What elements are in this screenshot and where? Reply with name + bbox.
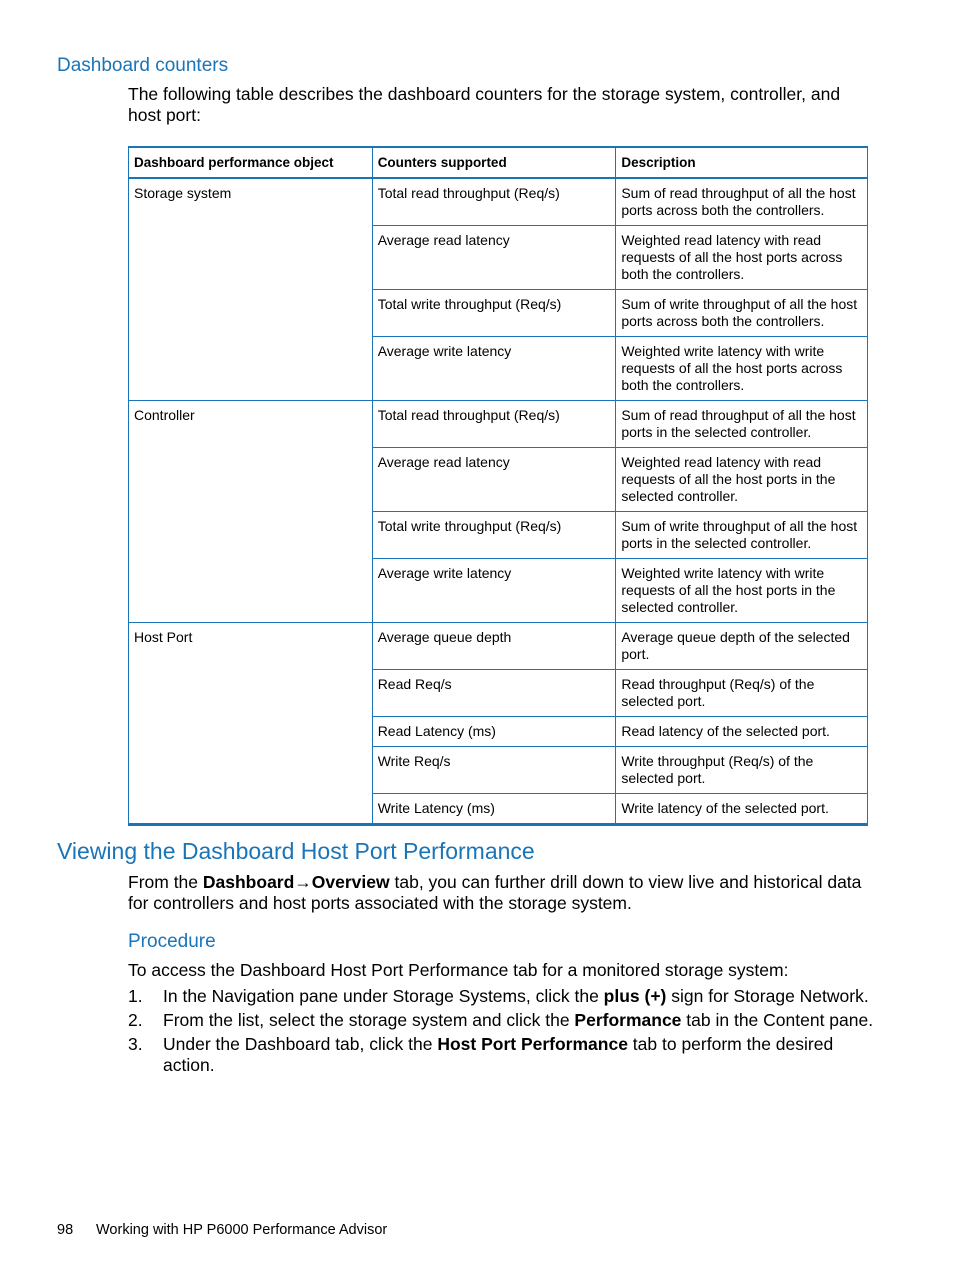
counter-cell: Average read latency <box>372 226 616 290</box>
description-cell: Weighted write latency with write requests of all the host ports in the selected controller. <box>616 559 868 623</box>
dashboard-counters-table <box>128 146 868 826</box>
header-description: Description <box>616 147 868 178</box>
bold-overview: Overview <box>311 872 390 892</box>
header-object: Dashboard performance object <box>129 147 373 178</box>
text-run: sign for Storage Network. <box>666 986 869 1006</box>
list-item <box>128 1034 888 1076</box>
counter-cell: Average write latency <box>372 559 616 623</box>
object-cell: Controller <box>129 401 373 623</box>
header-counters: Counters supported <box>372 147 616 178</box>
counter-cell: Total read throughput (Req/s) <box>372 401 616 448</box>
bold-term: Performance <box>574 1010 682 1030</box>
text-run: tab to perform the desired action. <box>163 1034 834 1075</box>
description-cell: Read throughput (Req/s) of the selected port. <box>616 670 868 717</box>
list-item <box>128 1010 888 1031</box>
section-heading-host-port-performance: Viewing the Dashboard Host Port Performance <box>57 838 535 864</box>
description-cell: Sum of read throughput of all the host ports across both the controllers. <box>616 178 868 226</box>
table-row <box>129 623 868 670</box>
procedure-heading: Procedure <box>128 931 216 952</box>
counter-cell: Read Req/s <box>372 670 616 717</box>
section-heading-dashboard-counters: Dashboard counters <box>57 55 229 76</box>
description-cell: Sum of read throughput of all the host ports in the selected controller. <box>616 401 868 448</box>
counter-cell: Write Latency (ms) <box>372 794 616 825</box>
description-cell: Weighted read latency with read requests of all the host ports across both the controllers. <box>616 226 868 290</box>
procedure-intro: To access the Dashboard Host Port Performance tab for a monitored storage system: <box>128 960 789 980</box>
counter-cell: Total read throughput (Req/s) <box>372 178 616 226</box>
text-run: From the list, select the storage system and click the <box>163 1010 575 1030</box>
intro-paragraph: The following table describes the dashboard counters for the storage system, controller, and host port: <box>128 84 841 125</box>
description-cell: Weighted write latency with write requests of all the host ports across both the controllers. <box>616 337 868 401</box>
text-run: From the <box>128 872 203 892</box>
bold-term: plus (+) <box>603 986 667 1006</box>
description-cell: Write latency of the selected port. <box>616 794 868 825</box>
step-number: 1. <box>128 986 143 1006</box>
object-cell: Storage system <box>129 178 373 401</box>
arrow-glyph: → <box>294 872 312 892</box>
counter-cell: Total write throughput (Req/s) <box>372 290 616 337</box>
description-cell: Write throughput (Req/s) of the selected port. <box>616 747 868 794</box>
counter-cell: Read Latency (ms) <box>372 717 616 747</box>
counter-cell: Total write throughput (Req/s) <box>372 512 616 559</box>
description-cell: Weighted read latency with read requests of all the host ports in the selected controller. <box>616 448 868 512</box>
text-run: In the Navigation pane under Storage Systems, click the <box>163 986 604 1006</box>
step-number: 3. <box>128 1034 143 1054</box>
table-row <box>129 178 868 226</box>
page-number: 98 <box>57 1222 74 1238</box>
step-number: 2. <box>128 1010 143 1030</box>
list-item <box>128 986 888 1007</box>
counter-cell: Average read latency <box>372 448 616 512</box>
object-cell: Host Port <box>129 623 373 825</box>
counter-cell: Write Req/s <box>372 747 616 794</box>
description-cell: Read latency of the selected port. <box>616 717 868 747</box>
table-row <box>129 401 868 448</box>
description-cell: Sum of write throughput of all the host ports in the selected controller. <box>616 512 868 559</box>
description-cell: Average queue depth of the selected port. <box>616 623 868 670</box>
text-run: tab in the Content pane. <box>681 1010 874 1030</box>
bold-dashboard: Dashboard <box>202 872 295 892</box>
overview-paragraph <box>128 872 868 914</box>
description-cell: Sum of write throughput of all the host ports across both the controllers. <box>616 290 868 337</box>
page-footer <box>57 1222 387 1238</box>
bold-term: Host Port Performance <box>437 1034 628 1054</box>
counter-cell: Average queue depth <box>372 623 616 670</box>
footer-title: Working with HP P6000 Performance Advisor <box>96 1222 388 1238</box>
table-header-row <box>129 147 868 178</box>
counter-cell: Average write latency <box>372 337 616 401</box>
text-run: Under the Dashboard tab, click the <box>163 1034 438 1054</box>
procedure-steps <box>128 986 888 1079</box>
text-run: tab, you can further drill down to view live and historical data for controllers and host ports associated with the storage system. <box>128 872 862 913</box>
